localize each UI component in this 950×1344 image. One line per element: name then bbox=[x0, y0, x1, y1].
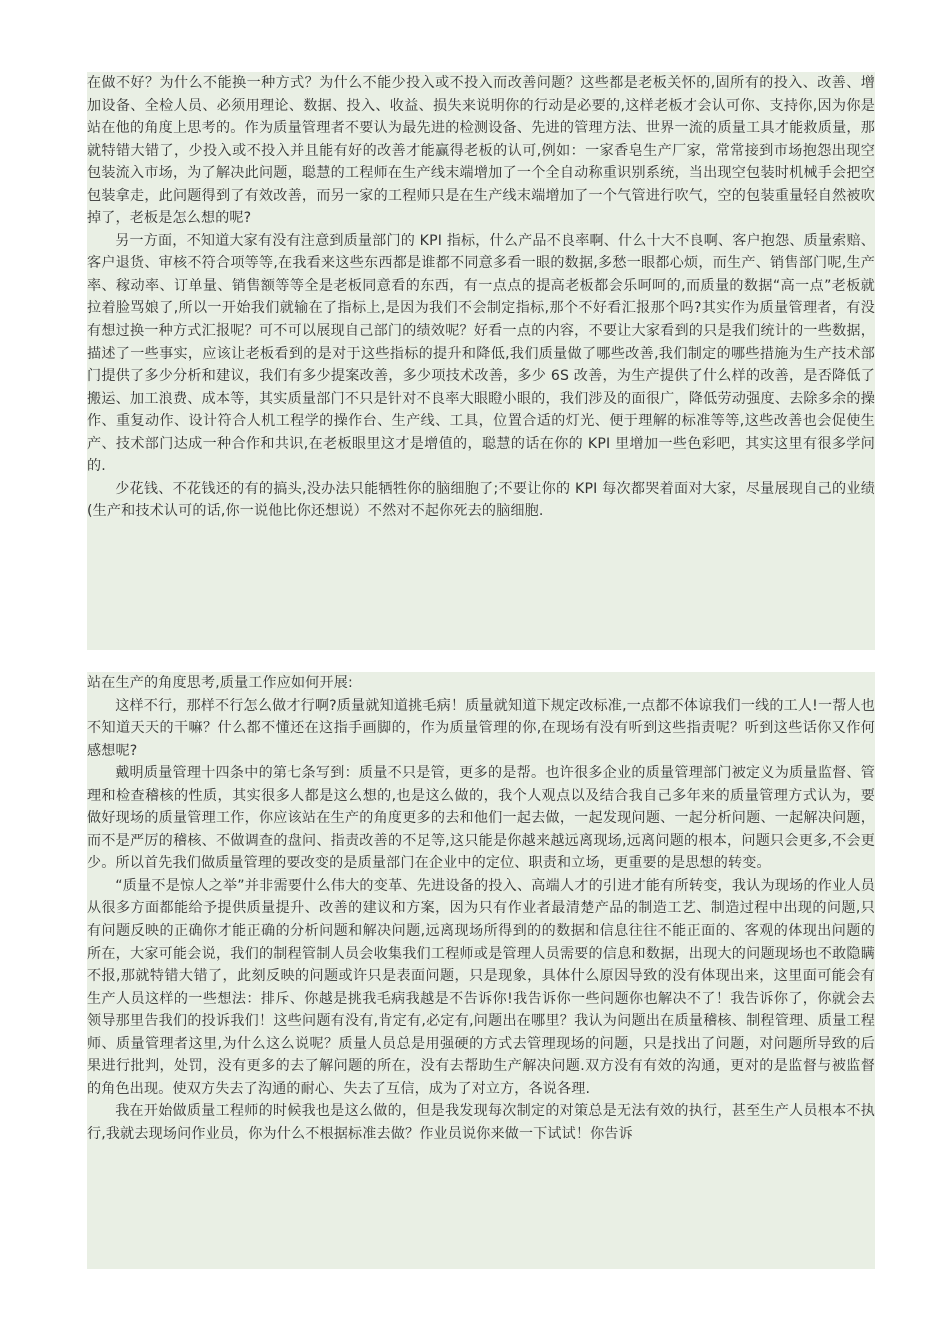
paragraph: 少花钱、不花钱还的有的搞头,没办法只能牺牲你的脑细胞了;不要让你的 KPI 每次都哭着面对大家，尽量展现自己的业绩(生产和技术认可的话,你一说他比你还想说）不然对不起你死去的脑细胞. bbox=[87, 480, 875, 520]
paragraph: 戴明质量管理十四条中的第七条写到：质量不只是管，更多的是帮。也许很多企业的质量管理部门被定义为质量监督、管理和检查稽核的性质，其实很多人都是这么想的,也是这么做的，我个人观点以及结合我自己多年来的质量管理方式认为，要做好现场的质量管理工作，你应该站在生产的角度更多的去和他们一起去做，一起发现问题、一起分析问题、一起解决问题，而不是严厉的稽核、不做调查的盘问、指责改善的不足等,这只能是你越来越远离现场,远离问题的根本，问题只会更多,不会更少。所以首先我们做质量管理的要改变的是质量部门在企业中的定位、职责和立场，更重要的是思想的转变。 bbox=[87, 765, 875, 872]
paragraph: 这样不行，那样不行怎么做才行啊?质量就知道挑毛病！质量就知道下规定改标准,一点都不体谅我们一线的工人!一帮人也不知道天天的干嘛？什么都不懂还在这指手画脚的，作为质量管理的你,在现场有没有听到这些指责呢？听到这些话你又作何感想呢? bbox=[87, 697, 875, 759]
text-section-1 bbox=[87, 72, 875, 650]
text-section-2 bbox=[87, 672, 875, 1269]
paragraph: 在做不好？为什么不能换一种方式？为什么不能少投入或不投入而改善问题？这些都是老板关怀的,固所有的投入、改善、增加设备、全检人员、必须用理论、数据、投入、收益、损失来说明你的行动是必要的,这样老板才会认可你、支持你,因为你是站在他的角度上思考的。作为质量管理者不要认为最先进的检测设备、先进的管理方法、世界一流的质量工具才能救质量，那就特错大错了，少投入或不投入并且能有好的改善才能赢得老板的认可,例如：一家香皂生产厂家，常常接到市场抱怨出现空包装流入市场，为了解决此问题，聪慧的工程师在生产线末端增加了一个全自动称重识别系统，当出现空包装时机械手会把空包装拿走，此问题得到了有效改善，而另一家的工程师只是在生产线末端增加了一个气管进行吹气，空的包装重量轻自然被吹掉了，老板是怎么想的呢? bbox=[87, 75, 875, 227]
paragraph: 另一方面，不知道大家有没有注意到质量部门的 KPI 指标，什么产品不良率啊、什么十大不良啊、客户抱怨、质量索赔、客户退货、审核不符合项等等,在我看来这些东西都是谁都不同意多看一眼的数据,多愁一眼都心烦，而生产、销售部门呢,生产率、稼动率、订单量、销售额等等全是老板同意看的东西，有一点点的提高老板都会乐呵呵的,而质量的数据“高一点”老板就拉着脸骂娘了,所以一开始我们就输在了指标上,是因为我们不会制定指标,那个不好看汇报那个吗?其实作为质量管理者，有没有想过换一种方式汇报呢？可不可以展现自己部门的绩效呢？好看一点的内容，不要让大家看到的只是我们统计的一些数据，描述了一些事实，应该让老板看到的是对于这些指标的提升和降低,我们质量做了哪些改善,我们制定的哪些措施为生产技术部门提供了多少分析和建议，我们有多少提案改善，多少项技术改善，多少 6S 改善，为生产提供了什么样的改善，是否降低了搬运、加工浪费、成本等，其实质量部门不只是针对不良率大眼瞪小眼的，我们涉及的面很广，降低劳动强度、去除多余的操作、重复动作、设计符合人机工程学的操作台、生产线、工具，位置合适的灯光、便于理解的标准等等,这些改善也会促使生产、技术部门达成一种合作和共识,在老板眼里这才是增值的，聪慧的话在你的 KPI 里增加一些色彩吧，其实这里有很多学问的. bbox=[87, 232, 875, 475]
paragraph: “质量不是惊人之举”并非需要什么伟大的变革、先进设备的投入、高端人才的引进才能有所转变，我认为现场的作业人员从很多方面都能给予提供质量提升、改善的建议和方案，因为只有作业者最清楚产品的制造工艺、制造过程中出现的问题,只有问题反映的正确你才能正确的分析问题和解决问题,远离现场所得到的的数据和信息往往不能正面的、客观的体现出问题的所在，大家可能会说，我们的制程管制人员会收集我们工程师或是管理人员需要的信息和数据，出现大的问题现场也不敢隐瞒不报,那就特错大错了，此刻反映的问题或许只是表面问题，只是现象，具体什么原因导致的没有体现出来，这里面可能会有生产人员这样的一些想法：排斥、你越是挑我毛病我越是不告诉你!我告诉你一些问题你也解决不了！我告诉你了，你就会去领导那里告我们的投诉我们！这些问题有没有,肯定有,必定有,问题出在哪里？我认为问题出在质量稽核、制程管理、质量工程师、质量管理者这里,为什么这么说呢？质量人员总是用强硬的方式去管理现场的问题，只是找出了问题，对问题所导致的后果进行批判，处罚，没有更多的去了解问题的所在，没有去帮助生产解决问题.双方没有有效的沟通，更对的是监督与被监督的角色出现。使双方失去了沟通的耐心、失去了互信，成为了对立方，各说各理. bbox=[87, 877, 875, 1097]
section-heading: 站在生产的角度思考,质量工作应如何开展: bbox=[87, 675, 353, 691]
paragraph: 我在开始做质量工程师的时候我也是这么做的，但是我发现每次制定的对策总是无法有效的执行，甚至生产人员根本不执行,我就去现场问作业员，你为什么不根据标准去做？作业员说你来做一下试试！你告诉 bbox=[87, 1103, 875, 1142]
